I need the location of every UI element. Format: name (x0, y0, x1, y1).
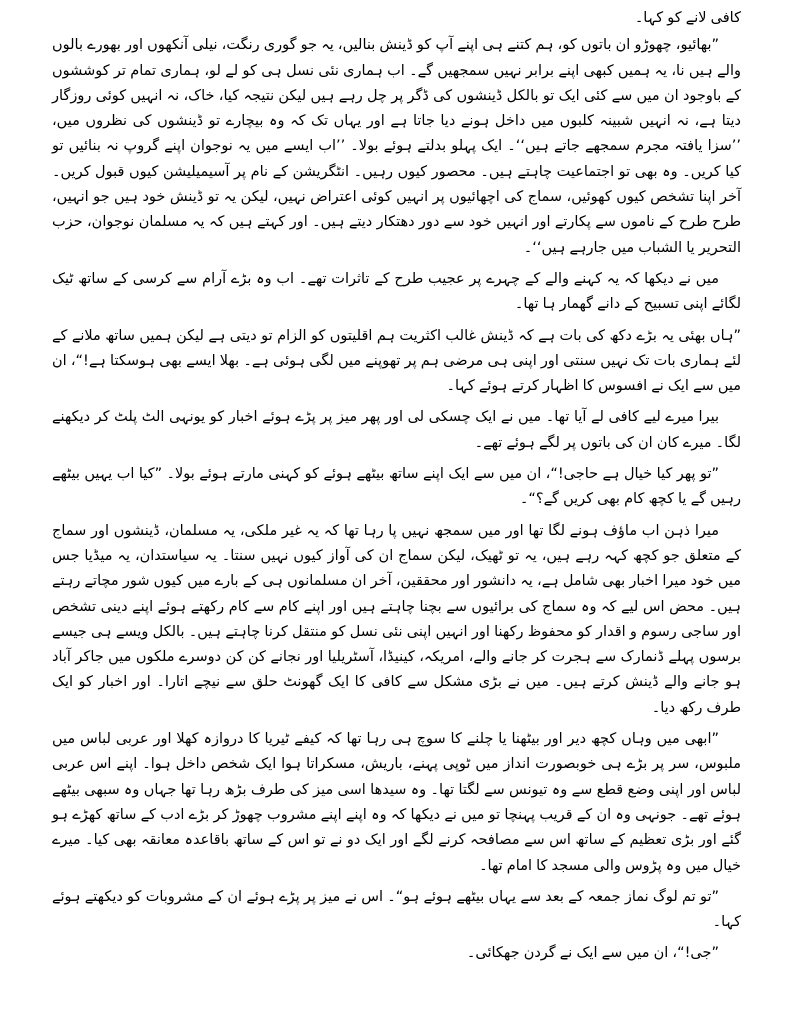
paragraph-7: میرا ذہن اب ماؤف ہونے لگا تھا اور میں سمجھ نہیں پا رہا تھا کہ یہ غیر ملکی، یہ مسلمان، ڈینشوں اور سماج کے متعلق جو کچھ کہہ رہے ہیں، یہ تو ٹھیک، لیکن سماج ان کی آواز کیوں نہیں سنتا۔ یہ سیاستدان، یہ میڈیا جس میں خود میرا اخبار بھی شامل ہے، یہ دانشور اور محققین، آخر ان مسلمانوں ہی کے بارے میں کیوں شور مچاتے رہتے ہیں۔ محض اس لیے کہ وہ سماج کی برائیوں سے بچنا چاہتے ہیں اور اپنے کام سے کام رکھتے ہوئے اپنے دینی تشخص اور ساجی رسوم و اقدار کو محفوظ رکھنا اور انہیں اپنی نئی نسل کو منتقل کرنا چاہتے ہیں۔ بالکل ویسے ہی جیسے برسوں پہلے ڈنمارک سے ہجرت کر جانے والے، امریکہ، کینیڈا، آسٹریلیا اور نجانے کن کن دوسرے ملکوں میں جاکر آباد ہو جانے والے ڈینش کرتے ہیں۔ میں نے بڑی مشکل سے کافی کا ایک گھونٹ حلق سے نیچے اتارا۔ اور اخبار کو ایک طرف رکھ دیا۔ (52, 522, 741, 716)
paragraph-10: ”جی!“، ان میں سے ایک نے گردن جھکائی۔ (466, 945, 719, 962)
paragraph-4: ”ہاں بھئی یہ بڑے دکھ کی بات ہے کہ ڈینش غالب اکثریت ہم اقلیتوں کو الزام تو دیتی ہے لیکن ہمیں ساتھ ملانے کے لئے ہماری بات تک نہیں سنتی اور اپنی ہی مرضی ہم پر تھوپنے میں لگی ہوئی ہے۔ بھلا ایسے بھی ہوسکتا ہے!“، ان میں سے ایک نے افسوس کا اظہار کرتے ہوئے کہا۔ (52, 327, 741, 395)
paragraph-3: میں نے دیکھا کہ یہ کہنے والے کے چہرے پر عجیب طرح کے تاثرات تھے۔ اب وہ بڑے آرام سے کرسی کے ساتھ ٹیک لگائے اپنی تسبیح کے دانے گھمار ہا تھا۔ (52, 270, 741, 313)
paragraph-8: ”ابھی میں وہاں کچھ دیر اور بیٹھنا یا چلنے کا سوچ ہی رہا تھا کہ کیفے ٹیریا کا دروازہ کھلا اور عربی لباس میں ملبوس، سر پر بڑے ہی خوبصورت انداز میں ٹوپی پہنے، باریش، مسکراتا ہوا ایک شخص داخل ہوا۔ اپنے اس عربی لباس اور اپنی وضع قطع سے وہ تیونس سے لگتا تھا۔ وہ سیدھا اسی میز کی طرف بڑھ رہا تھا جہاں وہ سبھی بیٹھے ہوئے تھے۔ جونہی وہ ان کے قریب پہنچا تو میں نے دیکھا کہ وہ اپنے اپنے مشروب چھوڑ کر بڑے ادب کے ساتھ کھڑے ہو گئے اور بڑی تعظیم کے ساتھ اس سے مصافحہ کرنے لگے اور ایک دو نے تو اس کے ساتھ باقاعدہ معانقہ بھی کیا۔ میرے خیال میں وہ پڑوس والی مسجد کا امام تھا۔ (52, 731, 741, 874)
paragraph-2: ”بھائیو، چھوڑو ان باتوں کو، ہم کتنے ہی اپنے آپ کو ڈینش بنالیں، یہ جو گوری رنگت، نیلی آنکھوں اور بھورے بالوں والے ہیں نا، یہ ہمیں کبھی اپنے برابر نہیں سمجھیں گے۔ اب ہماری نئی نسل ہی کو لے لو، ہماری تمام تر کوششوں کے باوجود ان میں سے کئی ایک تو بالکل ڈینشوں کی ڈگر پر چل رہے ہیں لیکن نتیجہ کیا، خاک، نہ انہیں کوئی روزگار دیتا ہے، نہ انہیں شبینہ کلبوں میں داخل ہونے دیا جاتا ہے اور یہاں تک کہ وہ بیچارے تو ڈینشوں کی نظروں میں، ’’سزا یافتہ مجرم سمجھے جاتے ہیں‘‘۔ ایک پہلو بدلتے ہوئے بولا۔ ’’اب ایسے میں یہ نوجوان اپنے گروپ نہ بنائیں تو کیا کریں۔ وہ بھی تو اجتماعیت چاہتے ہیں۔ محصور کیوں رہیں۔ انٹگریشن کے نام پر آسیمیلیشن کیوں قبول کریں۔ آخر اپنا تشخص کیوں کھوئیں، سماج کی اچھائیوں پر انہیں کوئی اعتراض نہیں، لیکن یہ تو ڈینش خود ہیں جو انہیں، طرح طرح کے ناموں سے پکارتے اور انہیں خود سے دور دھتکار دیتے ہیں۔ اور کہتے ہیں کہ یہ مسلمان نوجوان، حزب التحریر یا الشباب میں جارہے ہیں‘‘۔ (52, 37, 741, 256)
paragraph-1: کافی لانے کو کہا۔ (634, 10, 741, 26)
paragraph-9: ”تو تم لوگ نماز جمعہ کے بعد سے یہاں بیٹھے ہوئے ہو“۔ اس نے میز پر پڑے ہوئے ان کے مشروبات کو دیکھتے ہوئے کہا۔ (52, 888, 741, 931)
paragraph-5: بیرا میرے لیے کافی لے آیا تھا۔ میں نے ایک چسکی لی اور پھر میز پر پڑے ہوئے اخبار کو یونہی الٹ پلٹ کر دیکھنے لگا۔ میرے کان ان کی باتوں پر لگے ہوئے تھے۔ (52, 409, 741, 451)
paragraph-6: ”تو پھر کیا خیال ہے حاجی!“، ان میں سے ایک اپنے ساتھ بیٹھے ہوئے کو کہنی مارتے ہوئے بولا۔ ”کیا اب یہیں بیٹھے رہیں گے یا کچھ کام بھی کریں گے؟“۔ (52, 466, 741, 508)
